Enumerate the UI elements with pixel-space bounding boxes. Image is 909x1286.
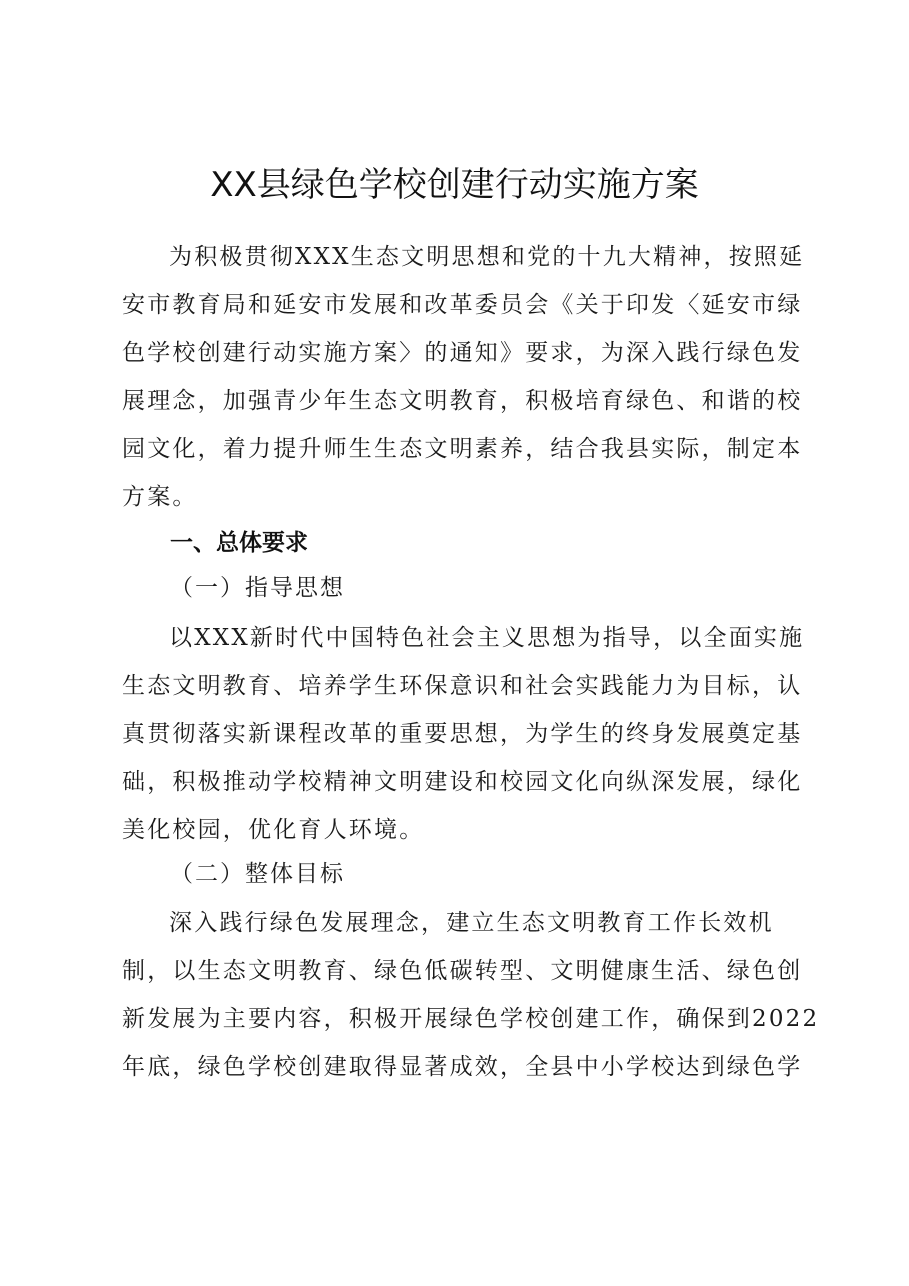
section-heading: 一、总体要求 xyxy=(170,530,308,556)
paragraph-line: 生态文明教育、培养学生环保意识和社会实践能力为目标，认 xyxy=(122,673,803,699)
paragraph-line: 安市教育局和延安市发展和改革委员会《关于印发〈延安市绿 xyxy=(122,292,803,318)
paragraph-line: 方案。 xyxy=(122,484,198,510)
document-title: XX县绿色学校创建行动实施方案 xyxy=(210,165,699,205)
paragraph-line: 色学校创建行动实施方案〉的通知》要求，为深入践行绿色发 xyxy=(122,340,803,366)
paragraph-line: 制，以生态文明教育、绿色低碳转型、文明健康生活、绿色创 xyxy=(122,958,803,984)
paragraph-line: 深入践行绿色发展理念，建立生态文明教育工作长效机 xyxy=(169,910,774,936)
guiding-thought-paragraph xyxy=(122,614,805,854)
subsection-heading: （一）指导思想 xyxy=(170,575,345,601)
paragraph-line: 础，积极推动学校精神文明建设和校园文化向纵深发展，绿化 xyxy=(122,769,803,795)
paragraph-line: 园文化，着力提升师生生态文明素养，结合我县实际，制定本 xyxy=(122,436,803,462)
paragraph-line: 真贯彻落实新课程改革的重要思想，为学生的终身发展奠定基 xyxy=(122,721,803,747)
paragraph-line: 以XXX新时代中国特色社会主义思想为指导，以全面实施 xyxy=(169,625,805,651)
paragraph-line: 展理念，加强青少年生态文明教育，积极培育绿色、和谐的校 xyxy=(122,388,803,414)
subsection-heading: （二）整体目标 xyxy=(170,861,345,887)
paragraph-line: 美化校园，优化育人环境。 xyxy=(122,817,425,843)
paragraph-line: 年底，绿色学校创建取得显著成效，全县中小学校达到绿色学 xyxy=(122,1054,803,1080)
paragraph-line: 为积极贯彻XXX生态文明思想和党的十九大精神，按照延 xyxy=(169,244,805,270)
paragraph-line: 新发展为主要内容，积极开展绿色学校创建工作，确保到2022 xyxy=(122,1006,820,1032)
overall-goal-paragraph xyxy=(122,899,820,1091)
intro-paragraph xyxy=(122,233,805,521)
